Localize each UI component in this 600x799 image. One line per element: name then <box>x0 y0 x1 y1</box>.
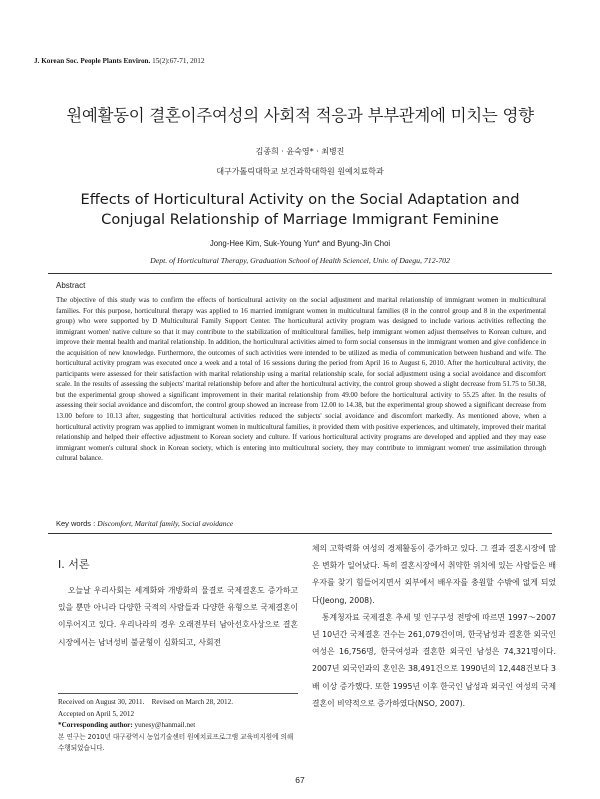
keywords <box>56 519 233 528</box>
right-column <box>312 540 556 712</box>
title-english-line1: Effects of Horticultural Activity on the Social Adaptation and <box>80 191 520 208</box>
corresponding-email: yunesy@hanmail.net <box>134 721 196 729</box>
abstract-heading: Abstract <box>56 281 86 290</box>
corresponding-author <box>58 720 298 732</box>
page-number: 67 <box>295 775 305 785</box>
journal-name: J. Korean Soc. People Plants Environ. <box>34 57 151 65</box>
authors-korean: 김종희 · 윤숙영* · 최병진 <box>255 147 345 156</box>
title-korean: 원예활동이 결혼이주여성의 사회적 적응과 부부관계에 미치는 영향 <box>66 106 534 125</box>
affiliation-english: Dept. of Horticultural Therapy, Graduation School of Health Sciencel, Univ. of Daegu, 712-702 <box>150 256 450 265</box>
intro-paragraph-2: 통계청자료 국제결혼 추세 및 인구구성 전망에 따르면 1997～2007년 10년간 국제결혼 건수는 261,079건이며, 한국남성과 결혼한 외국인 여성은 16,756명, 한국여성과 결혼한 외국인 남성은 74,321명이다. 2007년 외국인과의 혼인은 38,491건으로 1990년의 12,448건보다 3배 이상 증가했다. 또한 1995년 이후 한국인 남성과 외국인 여성의 국제결혼이 비약적으로 증가하였다(NSO, 2007). <box>312 612 556 708</box>
journal-issue: 15(2):67-71, 2012 <box>152 57 205 65</box>
corresponding-label: *Corresponding author: <box>58 721 133 729</box>
revised-date: Revised on March 28, 2012. <box>151 698 234 706</box>
intro-paragraph-1: 오늘날 우리사회는 세계화와 개방화의 물결로 국제결혼도 증가하고 있을 뿐만 아니라 다양한 국적의 사람들과 다양한 유형으로 국제결혼이 이루어지고 있다. 우리나라의 경우 오래전부터 남아선호사상으로 결혼시장에서는 남녀성비 불균형이 심화되고, 사회전 <box>58 586 298 647</box>
title-english <box>0 190 600 230</box>
footnote-dates <box>58 697 298 709</box>
intro-paragraph-1-continued: 체의 고학력화 여성의 경제활동이 증가하고 있다. 그 결과 결혼시장에 많은 변화가 일어났다. 특히 결혼시장에서 취약한 위치에 있는 사람들은 배우자를 찾기 힘들어지면서 외부에서 배우자를 충원할 수밖에 없게 되었다(Jeong, 2008). <box>312 544 556 605</box>
funding-note: 본 연구는 2010년 대구광역시 농업기술센터 원예치료프로그램 교육비지원에 의해 수행되었습니다. <box>58 732 294 752</box>
footnotes <box>58 697 298 755</box>
footnote-rule <box>58 693 298 694</box>
section-heading-introduction: Ⅰ. 서론 <box>58 558 90 571</box>
abstract-bottom-rule <box>48 533 552 534</box>
title-english-line2: Conjugal Relationship of Marriage Immigrant Feminine <box>101 211 499 228</box>
authors-english: Jong-Hee Kim, Suk-Young Yun* and Byung-Jin Choi <box>209 239 391 248</box>
left-column <box>58 582 298 651</box>
keywords-label: Key words : <box>56 519 96 528</box>
abstract-text: The objective of this study was to confirm the effects of horticultural activity on the social adjustment and marital relationship of immigrant women in multicultural families. For this purpose, horticultural therapy was applied to 16 married immigrant women in multicultural families (8 in the control group and 8 in the experimental group) who were supported by D Multicultural Family Support Center. The horticultural activity program was designed to include various activities reflecting the immigrant women' native culture so that it may contribute to the stabilization of multicultural families, help immigrant women adjust themselves to Korean culture, and improve their mental health and marital relationship. In addition, the horticultural activities aimed to form social consensus in the immigrant women and give confidence in the acquisition of new knowledge. Furthermore, the outcomes of such activities were intended to be utilized as media of communication between husband and wife. The horticultural activity program was executed once a week and a total of 16 sessions during the period from April 16 to August 6, 2010. After the horticultural activity, the participants were assessed for their satisfaction with marital relationship using a marital relationship scale, for social adjustment using a social avoidance and discomfort scale. In the results of assessing the subjects' marital relationship before and after the horticultural activity, the control group showed a slight decrease from 51.75 to 50.38, but the experimental group showed a significant improvement in their marital relationship from 49.00 before the horticultural activity to 55.25 after. In the results of assessing their social avoidance and discomfort, the control group showed an increase from 12.00 to 14.38, but the experimental group showed a significant decrease from 13.00 before to 10.13 after, suggesting that horticultural activities reduced the subjects' social avoidance and discomfort markedly. As mentioned above, when a horticultural activity program was applied to immigrant women in multicultural families, it provided them with positive experiences, and ultimately, improved their marital relationship and helped their effective adjustment to Korean society and culture. If various horticultural activity programs are developed and applied and they may ease immigrant women's cultural shock in Korean society, which is entering into multicultural society, they may contribute to immigrant women' true assimilation through cultural balance. <box>56 296 546 463</box>
accepted-date: Accepted on April 5, 2012 <box>58 709 135 718</box>
received-date: Received on August 30, 2011. <box>58 698 145 706</box>
affiliation-korean: 대구가톨릭대학교 보건과학대학원 원예치료학과 <box>216 167 384 176</box>
keywords-list: Discomfort, Marital family, Social avoidance <box>97 519 234 528</box>
journal-header <box>34 57 204 65</box>
abstract-top-rule <box>48 273 552 274</box>
